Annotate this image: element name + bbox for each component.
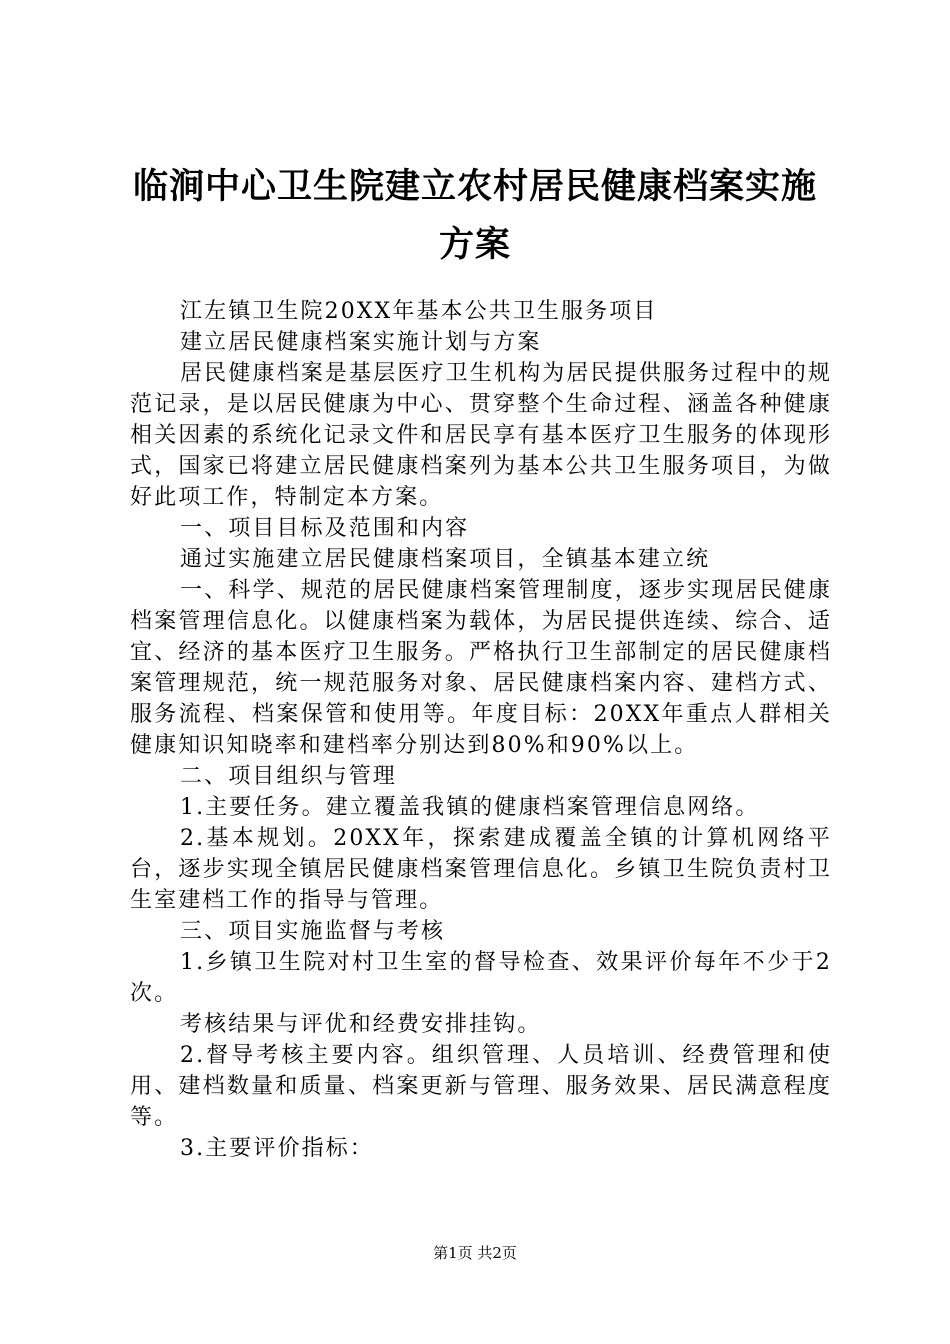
paragraph-goals-lead: 通过实施建立居民健康档案项目，全镇基本建立统 [180,547,711,572]
paragraph-assessment-content: 2.督导考核主要内容。组织管理、人员培训、经费管理和使用、建档数量和质量、档案更新与管理、服务效果、居民满意程度等。 [130,1043,832,1130]
section-heading-supervision: 三、项目实施监督与考核 [180,919,446,944]
document-body [130,296,832,1164]
paragraph-goals: 一、科学、规范的居民健康档案管理制度，逐步实现居民健康档案管理信息化。以健康档案为载体，为居民提供连续、综合、适宜、经济的基本医疗卫生服务。严格执行卫生部制定的居民健康档案管理规范，统一规范服务对象、居民健康档案内容、建档方式、服务流程、档案保管和使用等。年度目标：20XX年重点人群相关健康知识知晓率和建档率分别达到80%和90%以上。 [130,578,832,758]
section-heading-organization: 二、项目组织与管理 [180,764,397,789]
paragraph-inspection: 1.乡镇卫生院对村卫生室的督导检查、效果评价每年不少于2次。 [130,950,832,1006]
paragraph-basic-plan: 2.基本规划。20XX年，探索建成覆盖全镇的计算机网络平台，逐步实现全镇居民健康档案管理信息化。乡镇卫生院负责村卫生室建档工作的指导与管理。 [130,826,832,913]
paragraph-intro: 居民健康档案是基层医疗卫生机构为居民提供服务过程中的规范记录，是以居民健康为中心、贯穿整个生命过程、涵盖各种健康相关因素的系统化记录文件和居民享有基本医疗卫生服务的体现形式，国家已将建立居民健康档案列为基本公共卫生服务项目，为做好此项工作，特制定本方案。 [130,361,832,510]
page-number-footer: 第1页 共2页 [433,1244,517,1262]
paragraph-indicators: 3.主要评价指标： [180,1136,374,1161]
paragraph-main-task: 1.主要任务。建立覆盖我镇的健康档案管理信息网络。 [180,795,760,820]
paragraph-assessment-result: 考核结果与评优和经费安排挂钩。 [180,1012,542,1037]
paragraph-plan-heading: 建立居民健康档案实施计划与方案 [180,330,542,355]
document-title: 临涧中心卫生院建立农村居民健康档案实施方案 [132,167,817,265]
section-heading-goals: 一、项目目标及范围和内容 [180,516,470,541]
paragraph-org-heading: 江左镇卫生院20XX年基本公共卫生服务项目 [180,299,658,324]
